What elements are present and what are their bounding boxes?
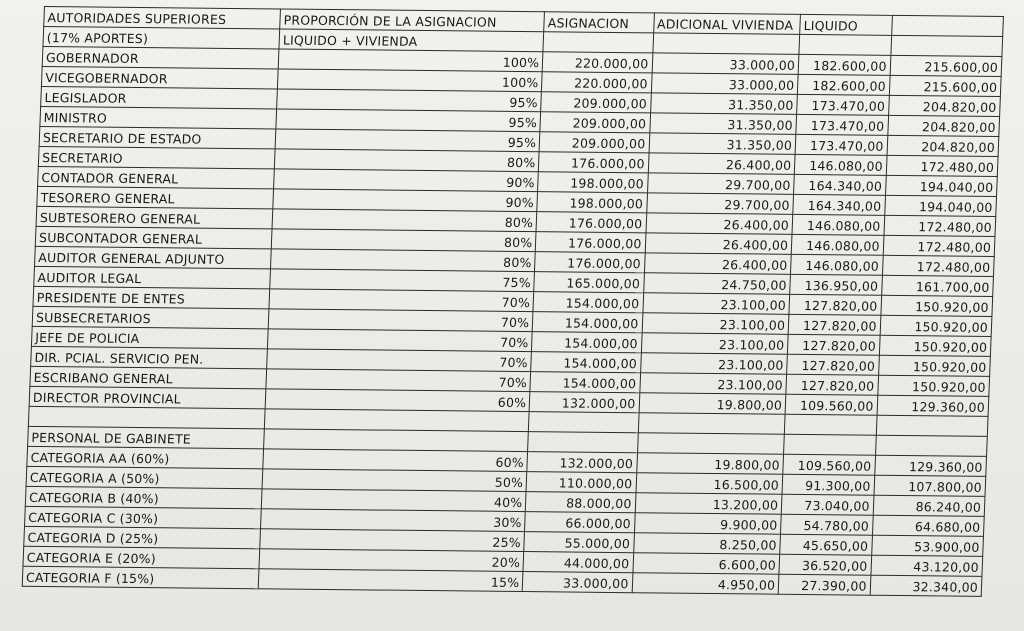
total-cell: 64.680,00: [872, 515, 984, 536]
total-cell: 172.480,00: [882, 255, 994, 276]
asignacion-cell: 55.000,00: [524, 532, 634, 553]
asignacion-cell: 176.000,00: [536, 232, 646, 253]
pct-cell: 70%: [266, 369, 531, 392]
adicional-cell: 4.950,00: [632, 573, 779, 595]
pct-cell: 70%: [268, 309, 533, 332]
asignacion-cell: 154.000,00: [530, 372, 640, 393]
pct-cell: 95%: [275, 129, 540, 152]
pct-cell: 60%: [265, 389, 530, 412]
pct-cell: 25%: [260, 529, 525, 552]
asignacion-cell: 198.000,00: [538, 172, 648, 193]
adicional-cell: 33.000,00: [652, 53, 799, 75]
liquido-cell: 109.560,00: [783, 454, 875, 475]
pct-cell: 30%: [261, 509, 526, 532]
adicional-cell: 19.800,00: [636, 453, 783, 475]
adicional-cell: 29.700,00: [647, 173, 794, 195]
total-cell: 194.040,00: [884, 195, 996, 216]
adicional-cell: 26.400,00: [644, 253, 791, 275]
role-cell: CATEGORIA AA (60%): [27, 446, 264, 468]
header-subtitle: (17% APORTES): [43, 26, 280, 48]
asignacion-cell: 220.000,00: [542, 72, 652, 93]
role-cell: JEFE DE POLICIA: [31, 326, 268, 348]
asignacion-cell: 220.000,00: [542, 52, 652, 73]
pct-cell: 95%: [277, 89, 542, 112]
header-adicional: ADICIONAL VIVIENDA: [653, 13, 800, 35]
adicional-cell: 19.800,00: [639, 393, 786, 415]
adicional-cell: 31.350,00: [650, 93, 797, 115]
liquido-cell: 91.300,00: [782, 474, 874, 495]
role-cell: DIRECTOR PROVINCIAL: [29, 386, 266, 408]
role-cell: VICEGOBERNADOR: [41, 66, 278, 88]
salary-table: [22, 6, 1004, 597]
liquido-cell: 127.820,00: [788, 334, 880, 355]
role-cell: ESCRIBANO GENERAL: [30, 366, 267, 388]
role-cell: PRESIDENTE DE ENTES: [33, 286, 270, 308]
asignacion-cell: 154.000,00: [532, 332, 642, 353]
total-cell: 129.360,00: [874, 455, 986, 476]
adicional-cell: 31.350,00: [649, 133, 796, 155]
role-cell: SUBCONTADOR GENERAL: [35, 226, 272, 248]
asignacion-cell: 154.000,00: [531, 352, 641, 373]
role-cell: CATEGORIA C (30%): [25, 506, 262, 528]
role-cell: CATEGORIA F (15%): [22, 566, 259, 588]
pct-cell: 20%: [259, 549, 524, 572]
role-cell: SECRETARIO DE ESTADO: [39, 126, 276, 148]
adicional-cell: 16.500,00: [636, 473, 783, 495]
liquido-cell: 173.470,00: [795, 134, 887, 155]
role-cell: SUBTESORERO GENERAL: [36, 206, 273, 228]
pct-cell: 40%: [261, 489, 526, 512]
adicional-cell: 31.350,00: [649, 113, 796, 135]
liquido-cell: 146.080,00: [791, 234, 883, 255]
asignacion-cell: 198.000,00: [537, 192, 647, 213]
adicional-cell: 29.700,00: [646, 193, 793, 215]
asignacion-cell: 132.000,00: [529, 392, 639, 413]
header-title: AUTORIDADES SUPERIORES: [44, 7, 281, 29]
adicional-cell: 26.400,00: [645, 233, 792, 255]
section-title: PERSONAL DE GABINETE: [28, 426, 265, 448]
liquido-cell: 127.820,00: [787, 354, 879, 375]
total-cell: 150.920,00: [879, 335, 991, 356]
empty-cell: [799, 34, 891, 55]
pct-cell: 70%: [269, 289, 534, 312]
adicional-cell: 24.750,00: [643, 273, 790, 295]
empty-cell: [28, 406, 265, 428]
header-liquido: LIQUIDO: [800, 14, 892, 35]
total-cell: 161.700,00: [881, 275, 993, 296]
adicional-cell: 13.200,00: [635, 493, 782, 515]
liquido-cell: 146.080,00: [792, 214, 884, 235]
liquido-cell: 146.080,00: [794, 154, 886, 175]
asignacion-cell: 110.000,00: [526, 472, 636, 493]
role-cell: TESORERO GENERAL: [37, 186, 274, 208]
asignacion-cell: 132.000,00: [527, 452, 637, 473]
asignacion-cell: 165.000,00: [534, 272, 644, 293]
total-cell: 32.340,00: [870, 575, 982, 596]
liquido-cell: 36.520,00: [779, 554, 871, 575]
liquido-cell: 182.600,00: [798, 74, 890, 95]
role-cell: CATEGORIA B (40%): [25, 486, 262, 508]
role-cell: CATEGORIA D (25%): [24, 526, 261, 548]
empty-cell: [529, 412, 639, 433]
empty-cell: [876, 415, 988, 436]
role-cell: GOBERNADOR: [42, 46, 279, 68]
header-asignacion: ASIGNACION: [544, 12, 654, 33]
pct-cell: 95%: [276, 109, 541, 132]
total-cell: 215.600,00: [890, 55, 1002, 76]
empty-cell: [784, 434, 876, 455]
header-total: [891, 15, 1003, 36]
empty-cell: [264, 409, 529, 432]
role-cell: MINISTRO: [40, 106, 277, 128]
liquido-cell: 173.470,00: [797, 94, 889, 115]
empty-cell: [784, 414, 876, 435]
empty-cell: [543, 32, 653, 53]
adicional-cell: 23.100,00: [639, 373, 786, 395]
liquido-cell: 164.340,00: [794, 174, 886, 195]
total-cell: 204.820,00: [888, 115, 1000, 136]
total-cell: 43.120,00: [871, 555, 983, 576]
total-cell: 215.600,00: [889, 75, 1001, 96]
adicional-cell: 23.100,00: [641, 333, 788, 355]
pct-cell: 90%: [273, 189, 538, 212]
pct-cell: 80%: [271, 249, 536, 272]
liquido-cell: 73.040,00: [781, 494, 873, 515]
adicional-cell: 26.400,00: [645, 213, 792, 235]
adicional-cell: 23.100,00: [640, 353, 787, 375]
empty-cell: [891, 35, 1003, 56]
role-cell: SUBSECRETARIOS: [32, 306, 269, 328]
total-cell: 150.920,00: [878, 355, 990, 376]
asignacion-cell: 33.000,00: [522, 572, 632, 593]
pct-cell: 50%: [262, 469, 527, 492]
liquido-cell: 45.650,00: [780, 534, 872, 555]
pct-cell: 60%: [263, 449, 528, 472]
total-cell: 172.480,00: [886, 155, 998, 176]
role-cell: CATEGORIA E (20%): [23, 546, 260, 568]
adicional-cell: 9.900,00: [634, 513, 781, 535]
pct-cell: 75%: [270, 269, 535, 292]
asignacion-cell: 176.000,00: [536, 212, 646, 233]
empty-cell: [875, 435, 987, 456]
total-cell: 129.360,00: [877, 395, 989, 416]
liquido-cell: 27.390,00: [778, 574, 870, 595]
total-cell: 204.820,00: [887, 135, 999, 156]
asignacion-cell: 154.000,00: [533, 292, 643, 313]
asignacion-cell: 209.000,00: [541, 92, 651, 113]
role-cell: DIR. PCIAL. SERVICIO PEN.: [31, 346, 268, 368]
adicional-cell: 6.600,00: [632, 553, 779, 575]
asignacion-cell: 44.000,00: [523, 552, 633, 573]
adicional-cell: 26.400,00: [648, 153, 795, 175]
liquido-cell: 127.820,00: [786, 374, 878, 395]
pct-cell: 80%: [271, 229, 536, 252]
header-proportion: PROPORCIÓN DE LA ASIGNACION: [280, 9, 545, 32]
total-cell: 172.480,00: [884, 215, 996, 236]
liquido-cell: 182.600,00: [798, 54, 890, 75]
total-cell: 53.900,00: [871, 535, 983, 556]
role-cell: AUDITOR LEGAL: [34, 266, 271, 288]
pct-cell: 80%: [274, 149, 539, 172]
asignacion-cell: 154.000,00: [532, 312, 642, 333]
adicional-cell: 23.100,00: [642, 313, 789, 335]
total-cell: 86.240,00: [873, 495, 985, 516]
pct-cell: 15%: [258, 569, 523, 592]
total-cell: 204.820,00: [888, 95, 1000, 116]
liquido-cell: 173.470,00: [796, 114, 888, 135]
role-cell: LEGISLADOR: [41, 86, 278, 108]
total-cell: 172.480,00: [883, 235, 995, 256]
asignacion-cell: 209.000,00: [539, 132, 649, 153]
adicional-cell: 8.250,00: [633, 533, 780, 555]
header-proportion-sub: LIQUIDO + VIVIENDA: [279, 29, 544, 52]
asignacion-cell: 66.000,00: [525, 512, 635, 533]
adicional-cell: 23.100,00: [642, 293, 789, 315]
liquido-cell: 54.780,00: [781, 514, 873, 535]
empty-cell: [638, 413, 785, 435]
empty-cell: [652, 33, 799, 55]
liquido-cell: 136.950,00: [790, 274, 882, 295]
asignacion-cell: 88.000,00: [526, 492, 636, 513]
role-cell: CATEGORIA A (50%): [26, 466, 263, 488]
empty-cell: [528, 432, 638, 453]
total-cell: 194.040,00: [885, 175, 997, 196]
role-cell: CONTADOR GENERAL: [38, 166, 275, 188]
asignacion-cell: 176.000,00: [535, 252, 645, 273]
role-cell: SECRETARIO: [38, 146, 275, 168]
liquido-cell: 146.080,00: [791, 254, 883, 275]
total-cell: 150.920,00: [878, 375, 990, 396]
pct-cell: 80%: [272, 209, 537, 232]
empty-cell: [637, 433, 784, 455]
total-cell: 150.920,00: [880, 315, 992, 336]
liquido-cell: 164.340,00: [793, 194, 885, 215]
empty-cell: [264, 429, 529, 452]
total-cell: 150.920,00: [881, 295, 993, 316]
asignacion-cell: 209.000,00: [540, 112, 650, 133]
adicional-cell: 33.000,00: [651, 73, 798, 95]
pct-cell: 70%: [268, 329, 533, 352]
role-cell: AUDITOR GENERAL ADJUNTO: [34, 246, 271, 268]
pct-cell: 70%: [267, 349, 532, 372]
total-cell: 107.800,00: [874, 475, 986, 496]
pct-cell: 90%: [274, 169, 539, 192]
asignacion-cell: 176.000,00: [539, 152, 649, 173]
pct-cell: 100%: [278, 49, 543, 72]
liquido-cell: 109.560,00: [785, 394, 877, 415]
liquido-cell: 127.820,00: [788, 314, 880, 335]
liquido-cell: 127.820,00: [789, 294, 881, 315]
pct-cell: 100%: [278, 69, 543, 92]
